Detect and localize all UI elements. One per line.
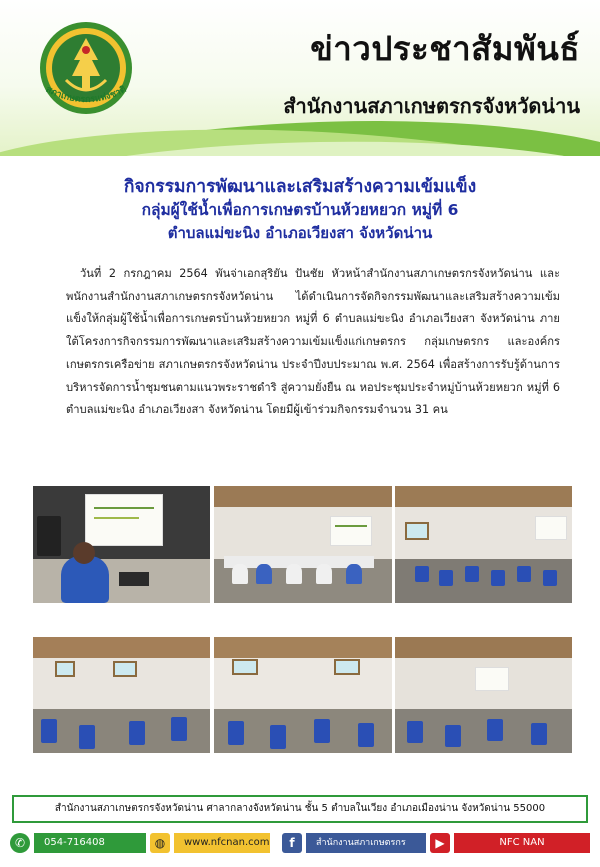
website-link[interactable]: www.nfcnan.com xyxy=(174,833,270,853)
address-box: สำนักงานสภาเกษตรกรจังหวัดน่าน ศาลากลางจังหวัดน่าน ชั้น 5 ตำบลในเวียง อำเภอเมืองน่าน จังหวัดน่าน 55000 xyxy=(12,795,588,823)
facebook-contact[interactable] xyxy=(282,831,426,867)
activity-photo-2 xyxy=(214,486,392,603)
youtube-channel[interactable]: NFC NAN xyxy=(454,833,590,853)
news-body: วันที่ 2 กรกฎาคม 2564 พันจ่าเอกสุริยัน ปันชัย หัวหน้าสำนักงานสภาเกษตรกรจังหวัดน่าน และพนักงานสำนักงานสภาเกษตรกรจังหวัดน่าน ได้ดำเนินการจัดกิจกรรมพัฒนาและเสริมสร้างความเข้มแข็งให้กลุ่มผู้ใช้น้ำเพื่อการเกษตรบ้านห้วยหยวก หมู่ที่ 6 ตำบลแม่ขะนิง อำเภอเวียงสา จังหวัดน่าน ภายใต้โครงการกิจกรรมการพัฒนาและเสริมสร้างความเข้มแข็งแก่เกษตรกร กลุ่มเกษตรกร และองค์กรเกษตรกรเครือข่าย สภาเกษตรกรจังหวัดน่าน ประจำปีงบประมาณ พ.ศ. 2564 เพื่อสร้างการรับรู้ด้านการบริหารจัดการน้ำชุมชนตามแนวพระราชดำริ สู่ความยั่งยืน ณ หอประชุมประจำหมู่บ้านห้วยหยวก หมู่ที่ 6 ตำบลแม่ขะนิง อำเภอเวียงสา จังหวัดน่าน โดยมีผู้เข้าร่วมกิจกรรมจำนวน 31 คน xyxy=(66,267,560,417)
logo-arc-text xyxy=(26,80,146,120)
header-title: ข่าวประชาสัมพันธ์ xyxy=(310,29,580,68)
phone-number: 054-716408 xyxy=(34,833,146,853)
activity-photo-1 xyxy=(33,486,210,603)
activity-photo-6 xyxy=(395,637,572,753)
svg-text:สภาเกษตรกรแห่งชาติ: สภาเกษตรกรแห่งชาติ xyxy=(43,84,129,106)
whatsapp-icon: ✆ xyxy=(10,833,30,853)
website-contact[interactable] xyxy=(150,831,270,855)
headline xyxy=(20,176,580,244)
phone-contact xyxy=(10,831,146,855)
activity-photo-5 xyxy=(214,637,392,753)
headline-line-2: กลุ่มผู้ใช้น้ำเพื่อการเกษตรบ้านห้วยหยวก หมู่ที่ 6 xyxy=(141,201,459,219)
facebook-page[interactable]: สำนักงานสภาเกษตรกรจังหวัดน่าน xyxy=(306,833,426,853)
headline-line-1: กิจกรรมการพัฒนาและเสริมสร้างความเข้มแข็ง xyxy=(123,177,477,197)
activity-photo-3 xyxy=(395,486,572,603)
globe-icon: ◍ xyxy=(150,833,170,853)
activity-photo-4 xyxy=(33,637,210,753)
youtube-icon: ▶ xyxy=(430,833,450,853)
facebook-icon: f xyxy=(282,833,302,853)
headline-line-3: ตำบลแม่ขะนิง อำเภอเวียงสา จังหวัดน่าน xyxy=(167,224,433,242)
youtube-contact[interactable] xyxy=(430,831,590,855)
header-banner xyxy=(0,0,600,156)
contact-bar xyxy=(0,831,600,867)
header-subtitle: สำนักงานสภาเกษตรกรจังหวัดน่าน xyxy=(283,94,580,118)
